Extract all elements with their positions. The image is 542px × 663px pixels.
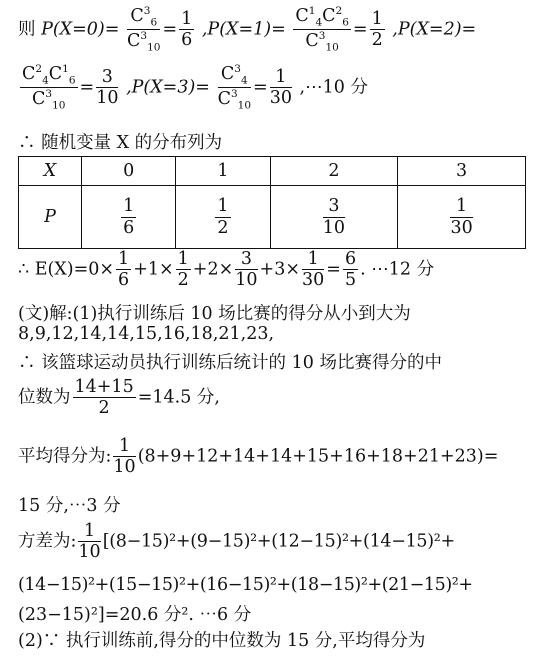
variance-prefix: 方差为:	[18, 531, 77, 552]
median-frac: $\frac{14+15}{2}$	[74, 377, 134, 419]
frac-p0-value: $\frac{1}{6}$	[181, 8, 193, 51]
p3-label: ,P(X=3)=	[126, 77, 210, 98]
text-then: 则	[18, 19, 36, 40]
prob-line-2: $\frac{C^2_4C^1_6}{C^3_{10}}$ = $\frac{3}{10}$ ,P(X=3)= $\frac{C^3_4}{C^3_{10}}$ = $\frac{1}{30}$ ,⋯10 分	[22, 63, 368, 112]
header-cell-x: X	[19, 157, 82, 186]
wen-line-1: (文)解:(1)执行训练后 10 场比赛的得分从小到大为	[18, 304, 411, 324]
p1-label: ,P(X=1)=	[201, 19, 286, 40]
expectation-result: $\frac{6}{5}$	[344, 249, 357, 291]
variance-body: [(8−15)²+(9−15)²+(12−15)²+(14−15)²+	[102, 531, 455, 552]
table-cell: 3	[398, 157, 526, 186]
mean-prefix: 平均得分为:	[18, 446, 112, 467]
variance-line-3: (23−15)²]=20.6 分². ⋯6 分	[18, 605, 252, 625]
frac-p1: $\frac{C^1_4C^2_6}{C^3_{10}}$	[295, 5, 349, 54]
variance-line: 方差为: $\frac{1}{10}$ [(8−15)²+(9−15)²+(12−15)²+(14−15)²+	[18, 521, 455, 563]
frac-p3-value: $\frac{1}{30}$	[269, 66, 292, 109]
dist-intro: ∴ 随机变量 X 的分布列为	[18, 133, 223, 153]
table-cell: 2	[270, 157, 398, 186]
table-cell: 1	[176, 157, 270, 186]
table-cell: $\frac{3}{10}$	[270, 186, 398, 249]
wen-line-3: ∴ 该篮球运动员执行训练后统计的 10 场比赛得分的中	[18, 353, 442, 373]
frac-p2-value: $\frac{3}{10}$	[96, 66, 119, 109]
frac-p1-value: $\frac{1}{2}$	[371, 8, 383, 51]
mean-line: 平均得分为: $\frac{1}{10}$ (8+9+12+14+14+15+16+18+21+23)=	[18, 436, 499, 478]
variance-line-2: (14−15)²+(15−15)²+(16−15)²+(18−15)²+(21−15)²+	[18, 575, 473, 595]
score-note-12: . ⋯12 分	[360, 259, 435, 280]
header-cell-p: P	[19, 186, 82, 249]
score-note-10: ,⋯10 分	[299, 77, 368, 98]
table-cell: $\frac{1}{6}$	[82, 186, 176, 249]
part2-line: (2)∵ 执行训练前,得分的中位数为 15 分,平均得分为	[18, 631, 426, 651]
table-row	[19, 186, 526, 249]
wen-line-2: 8,9,12,14,14,15,16,18,21,23,	[18, 324, 275, 344]
frac-p0: $\frac{C^3_6}{C^3_{10}}$	[127, 5, 161, 54]
table-cell: $\frac{1}{2}$	[176, 186, 270, 249]
table-cell: $\frac{1}{30}$	[398, 186, 526, 249]
prob-line-1: 则 P(X=0)= $\frac{C^3_6}{C^3_{10}}$ = $\frac{1}{6}$ ,P(X=1)= $\frac{C^1_4C^2_6}{C^3_{10}}$ = $\frac{1}{2}$ ,P(X=2)=	[18, 5, 477, 54]
median-value: =14.5 分,	[137, 387, 220, 408]
frac-p3: $\frac{C^3_4}{C^3_{10}}$	[217, 63, 252, 112]
p2-label: ,P(X=2)=	[392, 19, 477, 40]
p0-label: P(X=0)=	[41, 19, 120, 40]
table-row	[19, 157, 526, 186]
median-prefix: 位数为	[18, 387, 71, 408]
mean-result: 15 分,⋯3 分	[18, 496, 121, 516]
distribution-table	[18, 156, 526, 249]
table-cell: 0	[82, 157, 176, 186]
median-line	[18, 378, 220, 418]
expectation-prefix: ∴ E(X)=0×	[18, 259, 115, 280]
mean-body: (8+9+12+14+14+15+16+18+21+23)=	[137, 446, 499, 467]
frac-p2: $\frac{C^2_4C^1_6}{C^3_{10}}$	[22, 63, 76, 112]
expectation-line: ∴ E(X)=0× $\frac{1}{6}$ +1× $\frac{1}{2}$ +2× $\frac{3}{10}$ +3× $\frac{1}{30}$ = $\frac{6}{5}$ . ⋯12 分	[18, 249, 435, 291]
